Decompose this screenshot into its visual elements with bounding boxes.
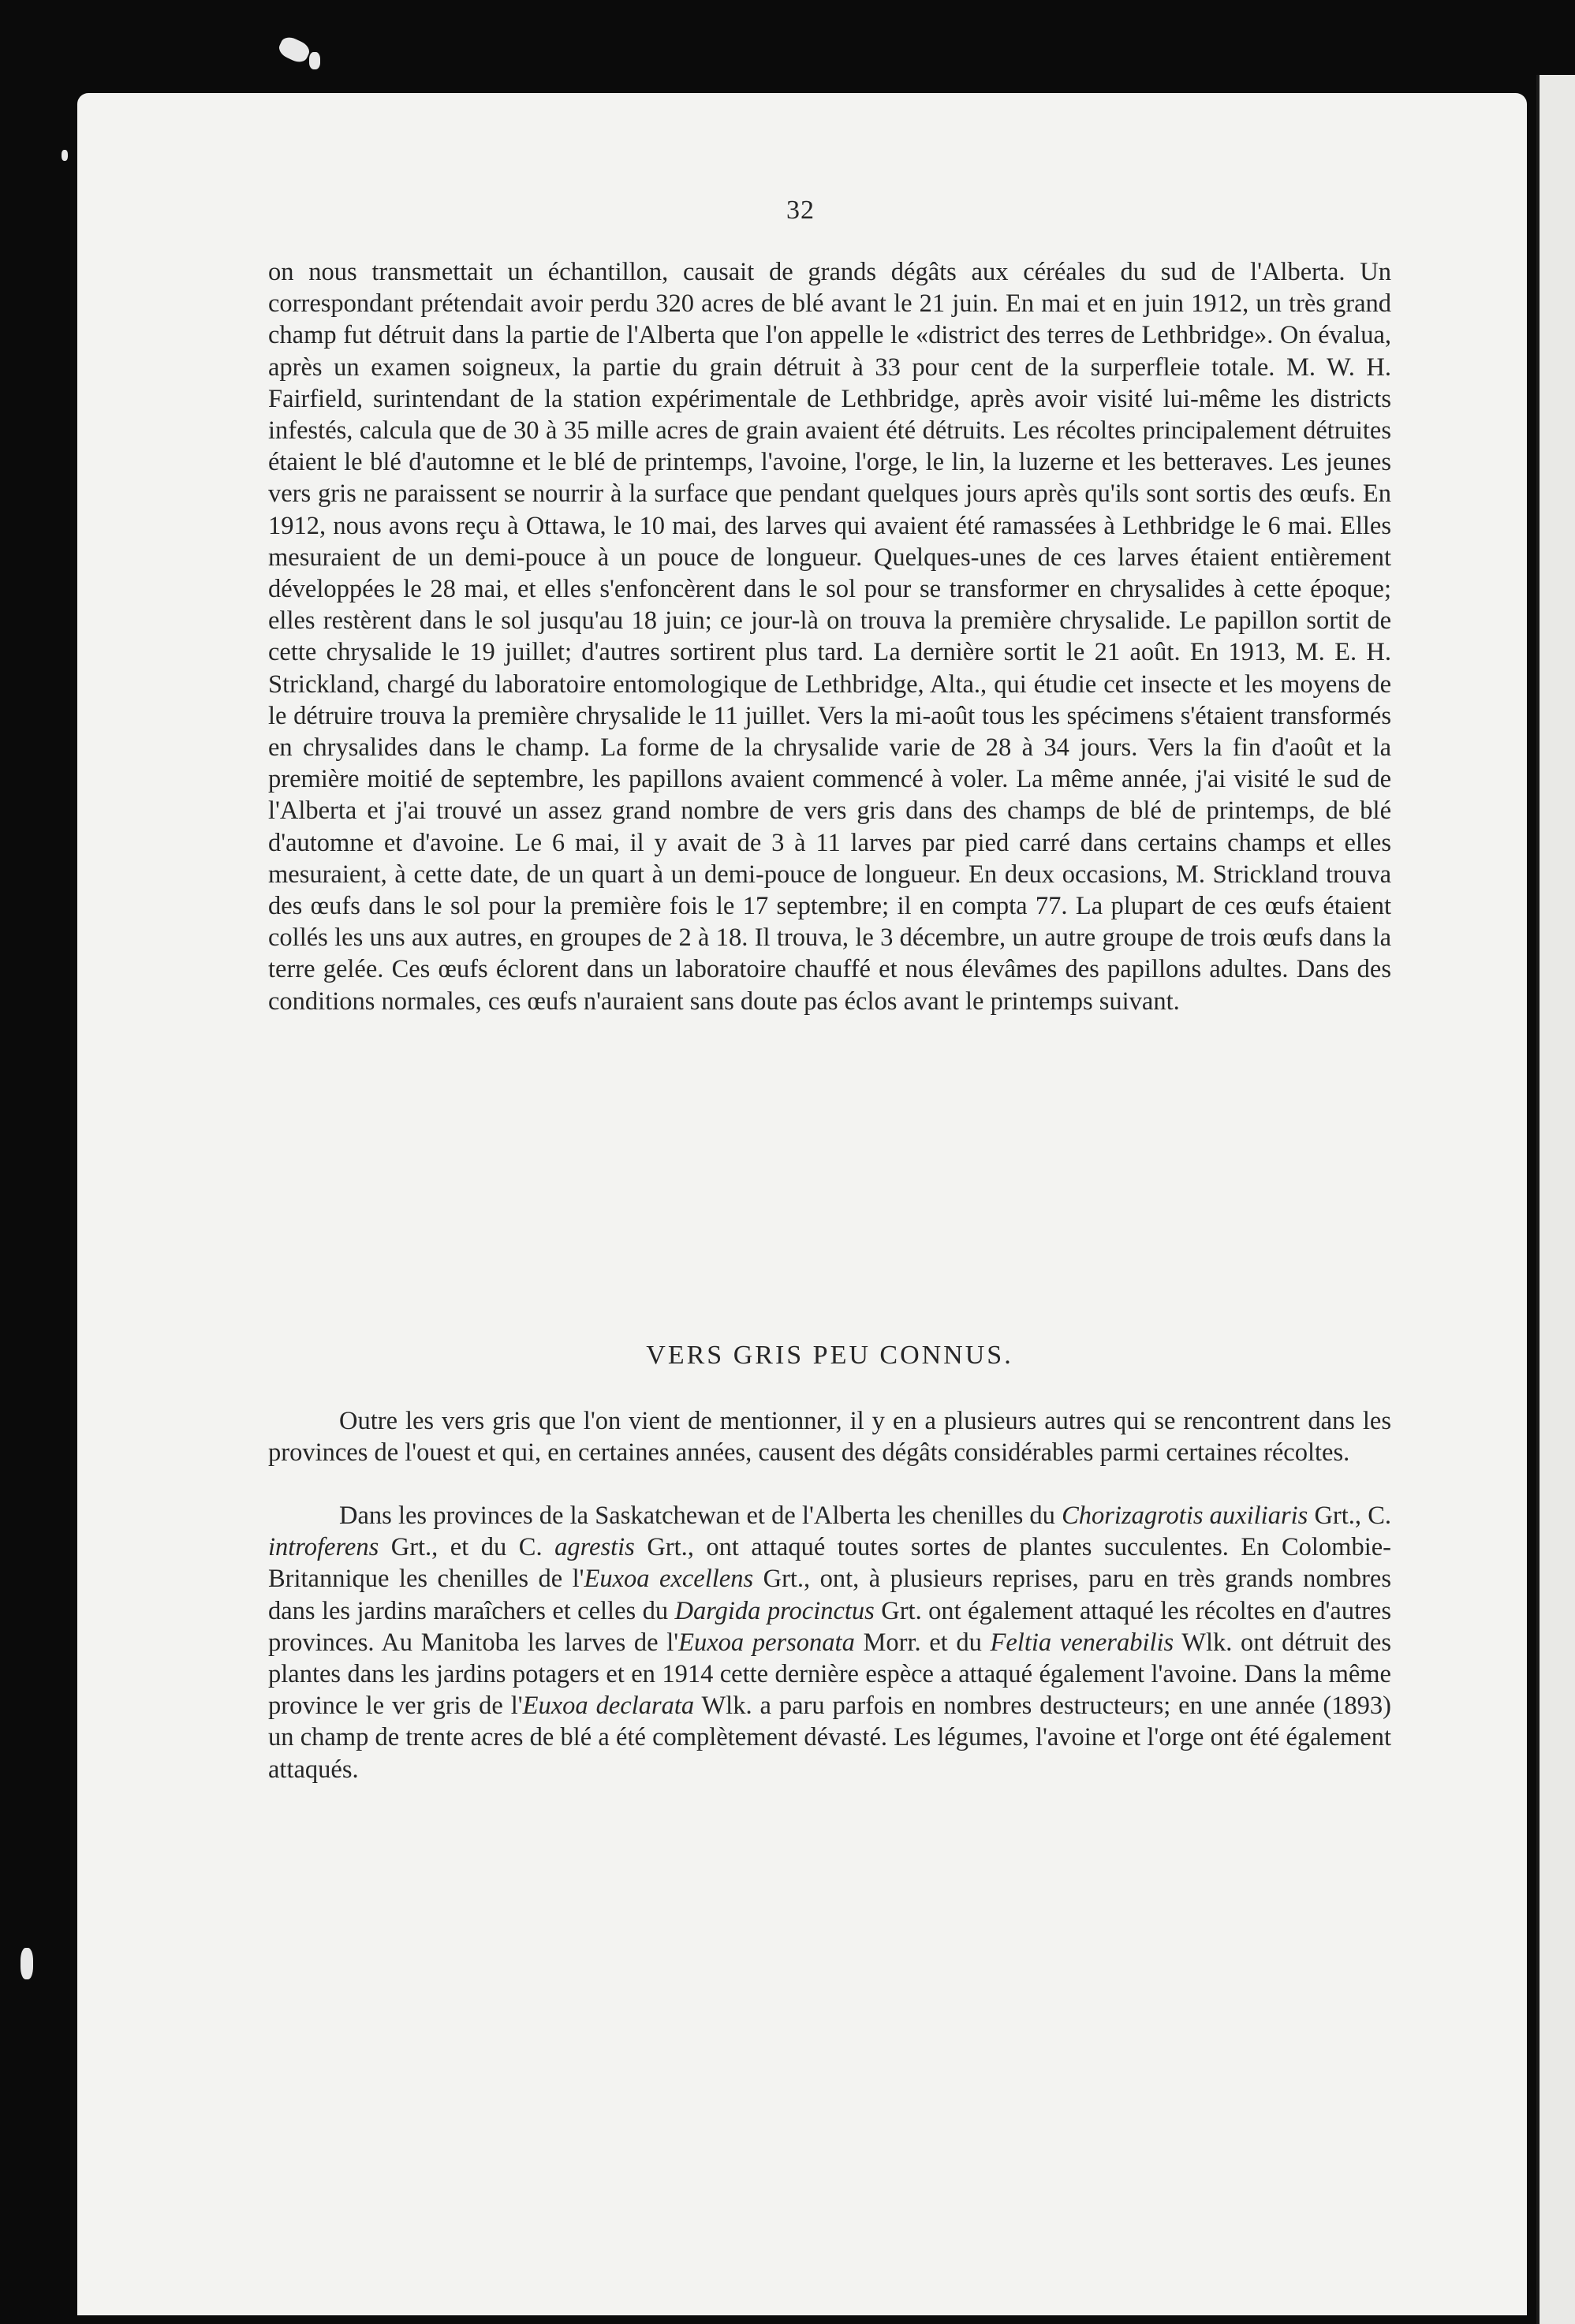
scan-speck	[21, 1948, 33, 1979]
paragraph-text	[268, 1500, 1391, 1785]
text-run: Morr. et du	[854, 1628, 991, 1657]
species-name: agrestis	[554, 1533, 635, 1562]
text-run: Grt., C.	[1308, 1501, 1391, 1530]
species-name: Chorizagrotis auxiliaris	[1062, 1501, 1308, 1530]
page-number: 32	[786, 196, 815, 225]
adjacent-page-edge	[1536, 75, 1575, 2324]
text-run: Wlk. ont détruit des plantes dans les jardins potagers et en 1914 cette dernière espèce a attaqué également l'avoine. Dans la même province le ver gris de l'	[268, 1628, 1391, 1721]
paragraph-text: Outre les vers gris que l'on vient de mentionner, il y en a plusieurs autres qui se rencontrent dans les provinces de l'ouest et qui, en certaines années, causent des dégâts considérables parmi certaines récoltes.	[268, 1407, 1391, 1468]
species-name: Euxoa excellens	[584, 1565, 754, 1594]
paragraph-text: on nous transmettait un échantillon, causait de grands dégâts aux céréales du sud de l'Alberta. Un correspondant prétendait avoir perdu 320 acres de blé avant le 21 juin. En mai et en juin 1912, un très grand champ fut détruit dans la partie de l'Alberta que l'on appelle le «district des terres de Lethbridge». On évalua, après un examen soigneux, la partie du grain détruit à 33 pour cent de la surperfleie totale. M. W. H. Fairfield, surintendant de la station expérimentale de Lethbridge, après avoir visité lui-même les districts infestés, calcula que de 30 à 35 mille acres de grain avaient été détruits. Les récoltes principalement détruites étaient le blé d'automne et le blé de printemps, l'avoine, l'orge, le lin, la luzerne et les betteraves. Les jeunes vers gris ne paraissent se nourrir à la surface que pendant quelques jours après qu'ils sont sortis des œufs. En 1912, nous avons reçu à Ottawa, le 10 mai, des larves qui avaient été ramassées à Lethbridge le 6 mai. Elles mesuraient de un demi-pouce à un pouce de longueur. Quelques-unes de ces larves étaient entièrement développées le 28 mai, et elles s'enfoncèrent dans le sol pour se transformer en chrysalides à cette époque; elles restèrent dans le sol jusqu'au 18 juin; ce jour-là on trouva la première chrysalide. Le papillon sortit de cette chrysalide le 19 juillet; d'autres sortirent plus tard. La dernière sortit le 21 août. En 1913, M. E. H. Strickland, chargé du laboratoire entomologique de Lethbridge, Alta., qui étudie cet insecte et les moyens de le détruire trouva la première chrysalide le 11 juillet. Vers la mi-août tous les spécimens s'étaient transformés en chrysalides dans le champ. La forme de la chrysalide varie de 28 à 34 jours. Vers la fin d'août et la première moitié de septembre, les papillons avaient commencé à voler. La même année, j'ai visité le sud de l'Alberta et j'ai trouvé un assez grand nombre de vers gris dans des champs de blé de printemps, de blé d'automne et d'avoine. Le 6 mai, il y avait de 3 à 11 larves par pied carré dans certains champs et elles mesuraient, à cette date, de un quart à un demi-pouce de longueur. En deux occasions, M. Strickland trouva des œufs dans le sol pour la première fois le 17 septembre; il en compta 77. La plupart de ces œufs étaient collés les uns aux autres, en groupes de 2 à 18. Il trouva, le 3 décembre, un autre groupe de trois œufs dans la terre gelée. Ces œufs éclorent dans un laboratoire chauffé et nous élevâmes des papillons adultes. Dans des conditions normales, ces œufs n'auraient sans doute pas éclos avant le printemps suivant.	[268, 258, 1391, 1016]
body-paragraph-1	[268, 256, 1391, 1017]
text-run: Grt., ont, à plusieurs reprises, paru en très grands nombres dans les jardins maraîchers et celles du	[268, 1565, 1392, 1625]
species-name: Dargida procinctus	[674, 1596, 875, 1625]
text-run: Grt. ont également attaqué les récoltes en d'autres provinces. Au Manitoba les larves de l'	[268, 1596, 1391, 1657]
text-run: Grt., ont attaqué toutes sortes de plantes succulentes. En Colombie-Britannique les chenilles de l'	[268, 1533, 1391, 1594]
scan-speck	[309, 52, 320, 69]
species-name: Euxoa declarata	[522, 1692, 695, 1721]
scan-speck	[62, 150, 68, 161]
body-paragraph-2	[268, 1405, 1391, 1468]
species-name: introferens	[268, 1533, 379, 1562]
scan-speck	[276, 34, 312, 65]
species-name: Feltia venerabilis	[990, 1628, 1174, 1657]
section-heading: VERS GRIS PEU CONNUS.	[646, 1341, 1013, 1370]
text-run: Dans les provinces de la Saskatchewan et de l'Alberta les chenilles du	[339, 1501, 1062, 1530]
text-run: Wlk. a paru parfois en nombres destructeurs; en une année (1893) un champ de trente acres de blé a été complètement dévasté. Les légumes, l'avoine et l'orge ont été également attaqués.	[268, 1692, 1391, 1784]
body-paragraph-3	[268, 1500, 1391, 1785]
text-run: Grt., et du C.	[379, 1533, 555, 1562]
species-name: Euxoa personata	[678, 1628, 855, 1657]
